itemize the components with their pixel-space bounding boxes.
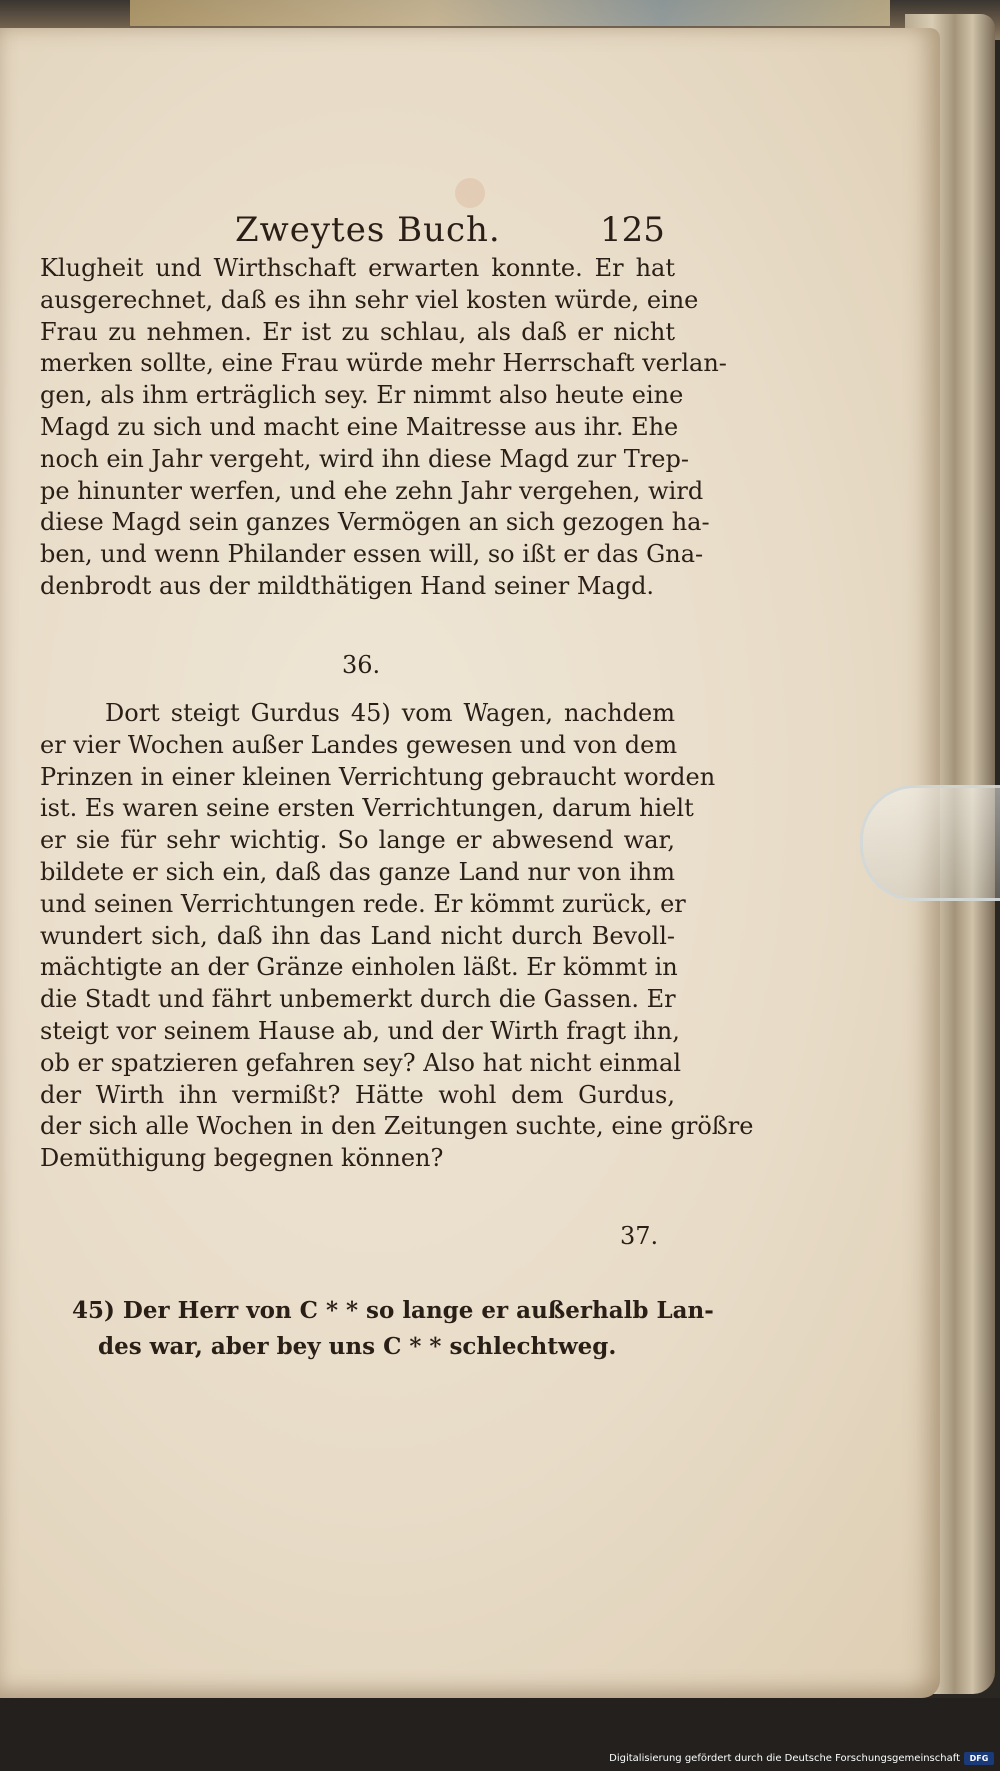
page-number: 125: [600, 210, 665, 250]
text-line: steigt vor seinem Hause ab, und der Wirth fragt ihn,: [40, 1016, 680, 1045]
catchword-next-section: 37.: [620, 1222, 659, 1250]
text-line: ob er spatzieren gefahren sey? Also hat nicht einmal: [40, 1048, 682, 1077]
text-line: merken sollte, eine Frau würde mehr Herrschaft verlan-: [40, 349, 727, 378]
paragraph-section-36: [40, 698, 754, 1175]
text-line: bildete er sich ein, daß das ganze Land nur von ihm: [40, 857, 675, 886]
paragraph-continued: [40, 253, 727, 603]
footnote-line: des war, aber bey uns C * * schlechtweg.: [98, 1333, 617, 1360]
section-number: 36.: [342, 651, 381, 679]
text-line: ben, und wenn Philander essen will, so ißt er das Gna-: [40, 540, 704, 569]
text-line: Frau zu nehmen. Er ist zu schlau, als daß er nicht: [40, 317, 675, 346]
text-line: er vier Wochen außer Landes gewesen und von dem: [40, 730, 678, 759]
text-line: Demüthigung begegnen können?: [40, 1144, 444, 1173]
paper-stain: [455, 178, 485, 208]
footnote-line: 45) Der Herr von C * * so lange er außerhalb Lan-: [72, 1297, 714, 1324]
text-line: und seinen Verrichtungen rede. Er kömmt zurück, er: [40, 889, 686, 918]
text-line: ausgerechnet, daß es ihn sehr viel kosten würde, eine: [40, 285, 699, 314]
running-head: [40, 210, 665, 250]
text-line: der sich alle Wochen in den Zeitungen suchte, eine größre: [40, 1112, 754, 1141]
text-line: diese Magd sein ganzes Vermögen an sich gezogen ha-: [40, 508, 710, 537]
book-cover-edge: [130, 0, 890, 26]
text-line: der Wirth ihn vermißt? Hätte wohl dem Gurdus,: [40, 1080, 675, 1109]
text-line: Klugheit und Wirthschaft erwarten konnte. Er hat: [40, 254, 675, 282]
footnote: [72, 1293, 714, 1365]
text-line: gen, als ihm erträglich sey. Er nimmt also heute eine: [40, 381, 684, 410]
text-line: Dort steigt Gurdus 45) vom Wagen, nachdem: [105, 699, 675, 727]
text-line: pe hinunter werfen, und ehe zehn Jahr vergehen, wird: [40, 476, 704, 505]
text-line: Magd zu sich und macht eine Maitresse aus ihr. Ehe: [40, 412, 679, 441]
bookmark-clip: [860, 785, 1000, 901]
text-line: ist. Es waren seine ersten Verrichtungen, darum hielt: [40, 794, 694, 823]
running-head-title: Zweytes Buch.: [235, 210, 501, 250]
digitization-credit: Digitalisierung gefördert durch die Deutsche Forschungsgemeinschaft: [609, 1753, 960, 1764]
text-line: Prinzen in einer kleinen Verrichtung gebraucht worden: [40, 762, 716, 791]
text-line: er sie für sehr wichtig. So lange er abwesend war,: [40, 826, 675, 855]
text-line: mächtigte an der Gränze einholen läßt. Er kömmt in: [40, 953, 678, 982]
text-line: wundert sich, daß ihn das Land nicht durch Bevoll-: [40, 921, 675, 950]
dfg-logo: DFG: [964, 1752, 994, 1765]
text-line: noch ein Jahr vergeht, wird ihn diese Magd zur Trep-: [40, 444, 689, 473]
text-line: die Stadt und fährt unbemerkt durch die Gassen. Er: [40, 985, 676, 1014]
text-line: denbrodt aus der mildthätigen Hand seiner Magd.: [40, 571, 655, 600]
